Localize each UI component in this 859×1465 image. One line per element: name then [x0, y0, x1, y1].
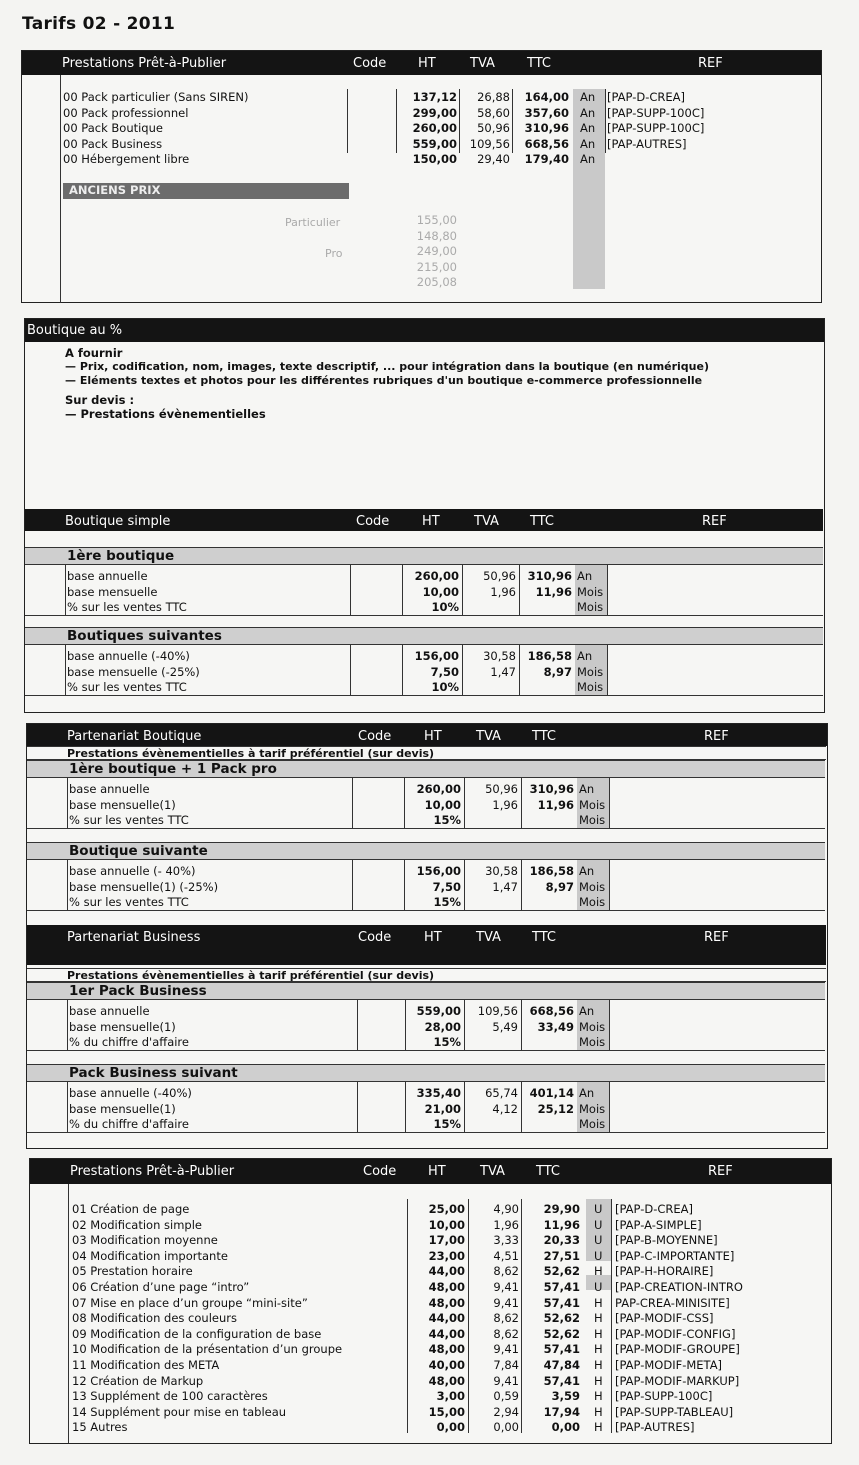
cell-tva: 7,84 [493, 1358, 519, 1372]
cell-unit: An [580, 90, 596, 104]
cell-ht: 156,00 [414, 649, 459, 663]
cell-tva: 8,62 [493, 1326, 519, 1341]
cell-ht: 15% [433, 1117, 461, 1131]
info-line-1: A fournir [65, 346, 123, 360]
cell-ttc: 401,14 [529, 1086, 574, 1100]
cell-tva: 9,41 [493, 1342, 519, 1357]
group-title: 1ère boutique [25, 547, 823, 565]
row-label: base mensuelle [67, 584, 158, 599]
cell-ttc: 310,96 [524, 121, 569, 135]
cell-unit: An [580, 105, 596, 120]
cell-ref: [PAP-AUTRES] [607, 136, 687, 151]
cell-tva: 5,49 [492, 1019, 518, 1034]
cell-tva: 1,96 [492, 797, 518, 812]
cell-unit: An [580, 121, 596, 135]
cell-ht: 7,50 [430, 664, 459, 679]
cell-ttc: 20,33 [543, 1233, 580, 1248]
cell-ttc: 17,94 [543, 1404, 580, 1419]
info-line-4: Sur devis : [65, 393, 135, 407]
cell-unit: Mois [577, 680, 604, 694]
group-title: 1er Pack Business [27, 982, 825, 1000]
old-label-particulier: Particulier [285, 216, 341, 229]
cell-tva: 50,96 [483, 569, 516, 583]
cell-ht: 15% [433, 1035, 461, 1049]
cell-ref: [PAP-B-MOYENNE] [615, 1233, 718, 1248]
cell-ht: 21,00 [424, 1101, 461, 1116]
old-price: 205,08 [416, 275, 457, 289]
cell-ttc: 11,96 [537, 797, 574, 812]
cell-ttc: 29,90 [543, 1202, 580, 1216]
cell-ref: [PAP-A-SIMPLE] [615, 1217, 702, 1232]
col-tva: TVA [470, 56, 495, 71]
grid-line [25, 615, 823, 616]
grid-line [609, 1082, 610, 1132]
grid-line [607, 645, 608, 695]
cell-ttc: 179,40 [524, 152, 569, 166]
cell-ttc: 8,97 [543, 664, 572, 679]
grid-line [65, 565, 66, 615]
cell-tva: 109,56 [469, 136, 510, 151]
row-label: 15 Autres [72, 1420, 128, 1435]
row-label: 09 Modification de la configuration de base [72, 1326, 322, 1341]
col-ref: REF [698, 56, 723, 71]
cell-ht: 48,00 [428, 1342, 465, 1357]
col-code: Code [358, 729, 392, 744]
row-label: base mensuelle(1) [69, 1101, 176, 1116]
cell-ht: 10,00 [428, 1217, 465, 1232]
row-label: % du chiffre d'affaire [69, 1035, 189, 1049]
cell-ttc: 186,58 [527, 649, 572, 663]
col-tva: TVA [476, 729, 501, 744]
cell-ht: 15% [433, 895, 461, 909]
cell-unit: H [594, 1326, 603, 1341]
col-ref: REF [708, 1164, 733, 1179]
cell-unit: H [594, 1420, 603, 1435]
section-title: Prestations Prêt-à-Publier [70, 1164, 235, 1179]
row-label: base mensuelle(1) (-25%) [69, 879, 219, 894]
col-ht: HT [424, 729, 442, 744]
section-title: Boutique au % [27, 323, 123, 338]
cell-unit: Mois [579, 797, 606, 812]
cell-ttc: 310,96 [527, 569, 572, 583]
cell-ht: 15,00 [428, 1404, 465, 1419]
cell-ref: [PAP-SUPP-100C] [615, 1389, 713, 1404]
subsection-header [25, 509, 823, 531]
cell-ttc: 0,00 [551, 1420, 580, 1435]
section-prestations-pap-1 [21, 50, 822, 303]
cell-ttc: 33,49 [537, 1019, 574, 1034]
row-label: 04 Modification importante [72, 1248, 228, 1263]
cell-unit: An [579, 1086, 595, 1100]
subsection-header [27, 925, 826, 965]
cell-tva: 109,56 [477, 1004, 518, 1018]
cell-tva: 9,41 [493, 1373, 519, 1388]
row-label: 11 Modification des META [72, 1358, 220, 1372]
cell-unit: Mois [577, 584, 604, 599]
cell-unit: H [594, 1358, 603, 1372]
grid-line [67, 1000, 68, 1050]
cell-tva: 26,88 [477, 90, 510, 104]
grid-line [25, 695, 823, 696]
group-title: Boutique suivante [27, 842, 825, 860]
grid-line [350, 645, 351, 695]
cell-ht: 10% [431, 680, 459, 694]
cell-tva: 8,62 [493, 1264, 519, 1279]
row-label: 00 Pack Business [63, 136, 163, 151]
cell-ref: PAP-CREA-MINISITE] [615, 1295, 730, 1310]
cell-ttc: 164,00 [524, 90, 569, 104]
cell-unit: Mois [579, 1035, 606, 1049]
row-label: 00 Hébergement libre [63, 152, 190, 166]
col-ht: HT [422, 514, 440, 529]
row-label: % sur les ventes TTC [69, 813, 189, 827]
cell-ref: [PAP-SUPP-100C] [607, 121, 705, 135]
col-ht: HT [424, 930, 442, 945]
cell-tva: 1,47 [490, 664, 516, 679]
old-price: 155,00 [416, 213, 457, 227]
row-label: 14 Supplément pour mise en tableau [72, 1404, 287, 1419]
col-code: Code [358, 930, 392, 945]
grid-line [609, 778, 610, 828]
cell-ht: 156,00 [416, 864, 461, 878]
cell-tva: 3,33 [493, 1233, 519, 1248]
subsection-title: Partenariat Business [67, 930, 201, 945]
subsection-title: Boutique simple [65, 514, 171, 529]
cell-unit: U [594, 1217, 603, 1232]
section-boutique-pct [24, 318, 825, 713]
note-band: Prestations évènementielles à tarif préférentiel (sur devis) [27, 746, 826, 760]
old-price: 215,00 [416, 259, 457, 274]
cell-unit: An [579, 782, 595, 796]
row-label: 00 Pack professionnel [63, 105, 189, 120]
cell-ht: 559,00 [416, 1004, 461, 1018]
grid-line [352, 778, 353, 828]
row-label: % sur les ventes TTC [69, 895, 189, 909]
cell-ttc: 8,97 [545, 879, 574, 894]
cell-ht: 260,00 [412, 121, 457, 135]
cell-ht: 10,00 [422, 584, 459, 599]
cell-ht: 44,00 [428, 1264, 465, 1279]
col-code: Code [353, 56, 387, 71]
cell-unit: An [577, 649, 593, 663]
row-label: base annuelle (- 40%) [69, 864, 196, 878]
cell-ref: [PAP-MODIF-MARKUP] [615, 1373, 740, 1388]
cell-ttc: 3,59 [551, 1389, 580, 1404]
cell-ht: 28,00 [424, 1019, 461, 1034]
cell-ttc: 52,62 [543, 1264, 580, 1279]
grid-line [67, 778, 68, 828]
cell-ht: 299,00 [412, 105, 457, 120]
cell-ht: 44,00 [428, 1326, 465, 1341]
cell-ref: [PAP-D-CREA] [615, 1202, 694, 1216]
cell-tva: 4,51 [493, 1248, 519, 1263]
cell-ttc: 668,56 [529, 1004, 574, 1018]
cell-ref: [PAP-C-IMPORTANTE] [615, 1248, 735, 1263]
cell-ht: 335,40 [416, 1086, 461, 1100]
group-title: Pack Business suivant [27, 1064, 825, 1082]
cell-ttc: 668,56 [524, 136, 569, 151]
cell-unit: Mois [579, 1117, 606, 1131]
grid-line [607, 565, 608, 615]
cell-ht: 559,00 [412, 136, 457, 151]
cell-tva: 58,60 [477, 105, 510, 120]
cell-unit: H [594, 1389, 603, 1404]
grid-line [352, 860, 353, 910]
cell-ht: 48,00 [428, 1280, 465, 1294]
cell-unit: H [594, 1311, 603, 1326]
cell-ref: [PAP-MODIF-META] [615, 1358, 723, 1372]
cell-tva: 9,41 [493, 1295, 519, 1310]
section-title: Prestations Prêt-à-Publier [62, 56, 227, 71]
grid-line [27, 1050, 825, 1051]
row-label: 05 Prestation horaire [72, 1264, 193, 1279]
grid-line [357, 1082, 358, 1132]
cell-tva: 30,58 [485, 864, 518, 878]
cell-ht: 7,50 [432, 879, 461, 894]
grid-line [27, 910, 825, 911]
cell-tva: 50,96 [477, 121, 510, 135]
section-header [25, 319, 824, 342]
cell-ref: [PAP-MODIF-GROUPE] [615, 1342, 740, 1357]
cell-ht: 0,00 [436, 1420, 465, 1435]
cell-ht: 150,00 [412, 152, 457, 166]
section-header [30, 1159, 831, 1184]
cell-unit: Mois [577, 600, 604, 614]
cell-tva: 9,41 [493, 1280, 519, 1294]
cell-ttc: 52,62 [543, 1326, 580, 1341]
col-tva: TVA [474, 514, 499, 529]
grid-line [27, 828, 825, 829]
grid-line [67, 1082, 68, 1132]
cell-unit: Mois [579, 895, 606, 909]
row-label: base annuelle [69, 782, 150, 796]
cell-ttc: 25,12 [537, 1101, 574, 1116]
cell-tva: 30,58 [483, 649, 516, 663]
cell-ht: 3,00 [436, 1389, 465, 1404]
cell-ht: 15% [433, 813, 461, 827]
cell-unit: Mois [579, 879, 606, 894]
cell-ht: 23,00 [428, 1248, 465, 1263]
section-partenariat [26, 723, 828, 1149]
cell-unit: An [577, 569, 593, 583]
row-label: base annuelle (-40%) [69, 1086, 192, 1100]
col-ht: HT [418, 56, 436, 71]
cell-tva: 4,90 [493, 1202, 519, 1216]
col-code: Code [363, 1164, 397, 1179]
cell-ttc: 57,41 [543, 1342, 580, 1357]
page-title: Tarifs 02 - 2011 [22, 14, 176, 34]
row-label: % sur les ventes TTC [67, 600, 187, 614]
cell-tva: 8,62 [493, 1311, 519, 1326]
row-label: 00 Pack particulier (Sans SIREN) [63, 90, 249, 104]
cell-ht: 260,00 [416, 782, 461, 796]
row-label: base annuelle [67, 569, 148, 583]
col-ht: HT [428, 1164, 446, 1179]
cell-unit: An [579, 864, 595, 878]
cell-ht: 17,00 [428, 1233, 465, 1248]
cell-ht: 44,00 [428, 1311, 465, 1326]
cell-tva: 1,96 [493, 1217, 519, 1232]
row-label: base mensuelle (-25%) [67, 664, 200, 679]
cell-ref: [PAP-MODIF-CONFIG] [615, 1326, 736, 1341]
cell-ttc: 52,62 [543, 1311, 580, 1326]
cell-ref: [PAP-SUPP-100C] [607, 105, 705, 120]
cell-ttc: 11,96 [535, 584, 572, 599]
cell-ttc: 47,84 [543, 1358, 580, 1372]
cell-ref: [PAP-H-HORAIRE] [615, 1264, 714, 1279]
cell-tva: 4,12 [492, 1101, 518, 1116]
col-ttc: TTC [532, 729, 556, 744]
grid-line [609, 1000, 610, 1050]
col-ttc: TTC [530, 514, 554, 529]
cell-unit: Mois [579, 1101, 606, 1116]
cell-ref: [PAP-MODIF-CSS] [615, 1311, 714, 1326]
cell-tva: 65,74 [485, 1086, 518, 1100]
cell-ttc: 27,51 [543, 1248, 580, 1263]
cell-tva: 1,47 [492, 879, 518, 894]
section-header [27, 724, 827, 746]
col-tva: TVA [476, 930, 501, 945]
cell-ref: [PAP-CREATION-INTRO [615, 1280, 743, 1294]
row-label: 12 Création de Markup [72, 1373, 204, 1388]
cell-ttc: 186,58 [529, 864, 574, 878]
cell-unit: An [579, 1004, 595, 1018]
cell-ht: 40,00 [428, 1358, 465, 1372]
section-header [22, 51, 821, 75]
cell-ttc: 357,60 [524, 105, 569, 120]
cell-unit: H [594, 1295, 603, 1310]
info-line-3: — Eléments textes et photos pour les différentes rubriques d'un boutique e-commerce professionnelle [65, 374, 703, 387]
cell-tva: 2,94 [493, 1404, 519, 1419]
grid-line [65, 645, 66, 695]
row-label: % du chiffre d'affaire [69, 1117, 189, 1131]
cell-ttc: 310,96 [529, 782, 574, 796]
group-title: Boutiques suivantes [25, 627, 823, 645]
cell-ref: [PAP-SUPP-TABLEAU] [615, 1404, 734, 1419]
cell-ht: 10,00 [424, 797, 461, 812]
cell-unit: U [594, 1280, 603, 1294]
info-line-5: — Prestations évènementielles [65, 407, 266, 421]
anciens-prix-band: ANCIENS PRIX [63, 183, 349, 199]
info-line-2: — Prix, codification, nom, images, texte descriptif, ... pour intégration dans la boutique (en numérique) [65, 360, 709, 373]
row-label: 06 Création d’une page “intro” [72, 1280, 250, 1294]
col-tva: TVA [480, 1164, 505, 1179]
cell-tva: 50,96 [485, 782, 518, 796]
grid-line [67, 860, 68, 910]
grid-line [357, 1000, 358, 1050]
row-label: 10 Modification de la présentation d’un groupe [72, 1342, 343, 1357]
row-label: 02 Modification simple [72, 1217, 202, 1232]
row-label: 07 Mise en place d’un groupe “mini-site” [72, 1295, 308, 1310]
cell-unit: H [594, 1404, 603, 1419]
row-label: base annuelle [69, 1004, 150, 1018]
cell-ht: 10% [431, 600, 459, 614]
row-label: 00 Pack Boutique [63, 121, 163, 135]
cell-ht: 260,00 [414, 569, 459, 583]
cell-unit: U [594, 1202, 603, 1216]
cell-unit: An [580, 152, 596, 166]
grid-line [27, 1132, 825, 1133]
row-label: base mensuelle(1) [69, 797, 176, 812]
cell-unit: Mois [579, 813, 606, 827]
group-title: 1ère boutique + 1 Pack pro [27, 760, 825, 778]
col-ref: REF [704, 729, 729, 744]
cell-tva: 0,59 [493, 1389, 519, 1404]
cell-tva: 29,40 [477, 152, 510, 166]
col-ref: REF [704, 930, 729, 945]
old-price: 148,80 [416, 228, 457, 243]
cell-ht: 48,00 [428, 1295, 465, 1310]
grid-line [350, 565, 351, 615]
cell-unit: Mois [577, 664, 604, 679]
grid-line [609, 860, 610, 910]
cell-unit: U [594, 1233, 603, 1248]
old-label-pro: Pro [325, 247, 343, 260]
cell-tva: 0,00 [493, 1420, 519, 1435]
cell-ref: [PAP-D-CREA] [607, 90, 686, 104]
cell-tva: 1,96 [490, 584, 516, 599]
row-label: 03 Modification moyenne [72, 1233, 218, 1248]
cell-unit: H [594, 1264, 603, 1279]
section-prestations-pap-2 [29, 1158, 832, 1444]
old-price: 249,00 [416, 244, 457, 258]
col-code: Code [356, 514, 390, 529]
row-label: % sur les ventes TTC [67, 680, 187, 694]
cell-ttc: 57,41 [543, 1373, 580, 1388]
col-ttc: TTC [527, 56, 551, 71]
row-label: 13 Supplément de 100 caractères [72, 1389, 268, 1404]
cell-unit: Mois [579, 1019, 606, 1034]
cell-ttc: 57,41 [543, 1295, 580, 1310]
cell-ht: 48,00 [428, 1373, 465, 1388]
cell-unit: H [594, 1373, 603, 1388]
col-ttc: TTC [532, 930, 556, 945]
row-label: base annuelle (-40%) [67, 649, 190, 663]
cell-ttc: 57,41 [543, 1280, 580, 1294]
cell-unit: H [594, 1342, 603, 1357]
row-label: 08 Modification des couleurs [72, 1311, 237, 1326]
cell-ht: 137,12 [412, 90, 457, 104]
note-band-2: Prestations évènementielles à tarif préférentiel (sur devis) [27, 968, 826, 982]
col-ttc: TTC [536, 1164, 560, 1179]
cell-ht: 25,00 [428, 1202, 465, 1216]
cell-ttc: 11,96 [543, 1217, 580, 1232]
row-label: base mensuelle(1) [69, 1019, 176, 1034]
cell-unit: An [580, 136, 596, 151]
row-label: 01 Création de page [72, 1202, 190, 1216]
section-title: Partenariat Boutique [67, 729, 202, 744]
cell-ref: [PAP-AUTRES] [615, 1420, 695, 1435]
cell-unit: U [594, 1248, 603, 1263]
col-ref: REF [702, 514, 727, 529]
